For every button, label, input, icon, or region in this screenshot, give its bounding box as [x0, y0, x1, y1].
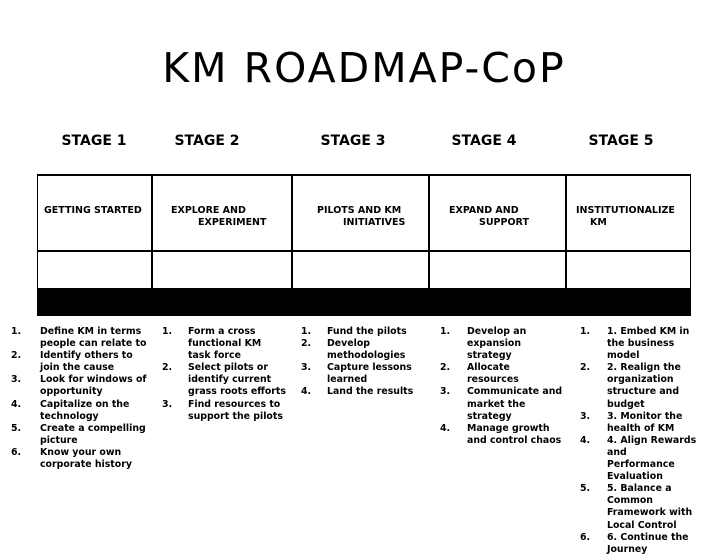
list-item: 3. Capture lessons learned — [301, 362, 412, 386]
list-item: 2. Develop methodologies — [301, 338, 406, 362]
black-band — [37, 288, 691, 316]
list-item: 2. Allocate resources — [440, 362, 519, 386]
stage-1-steps — [11, 326, 148, 471]
stage-2-header: STAGE 2 — [174, 133, 240, 149]
stage-5-phase — [576, 205, 675, 229]
table-mid-border — [37, 250, 691, 252]
stage-4-steps — [440, 326, 563, 447]
column-divider-1 — [151, 174, 153, 288]
list-item: 5. 5. Balance a Common Framework with Local Control — [580, 483, 693, 531]
column-divider-5 — [690, 174, 691, 288]
table-top-border — [37, 174, 691, 176]
stage-4-phase-line-1: EXPAND AND — [449, 205, 519, 216]
stage-5-phase-line-2: KM — [590, 217, 607, 228]
list-item: 1. Develop an expansion strategy — [440, 326, 527, 362]
stage-2-phase — [171, 205, 267, 229]
list-item: 4. Capitalize on the technology — [11, 398, 130, 422]
stage-1-phase-line-1: GETTING STARTED — [44, 205, 142, 216]
list-item: 4. Land the results — [301, 386, 414, 398]
stage-5-steps — [580, 326, 697, 556]
stage-2-phase-line-2: EXPERIMENT — [198, 217, 267, 228]
list-item: 2. 2. Realign the organization structure and budget — [580, 362, 681, 410]
stage-2-steps — [162, 326, 286, 423]
stage-1-phase — [44, 205, 142, 217]
list-item: 5. Create a compelling picture — [11, 422, 146, 446]
list-item: 4. Manage growth and control chaos — [440, 422, 562, 446]
list-item: 2. Select pilots or identify current grass roots efforts — [162, 362, 286, 398]
list-item: 1. Define KM in terms people can relate to — [11, 326, 147, 350]
stage-4-phase-line-2: SUPPORT — [479, 217, 529, 228]
list-item: 4. 4. Align Rewards and Performance Evaluation — [580, 434, 697, 483]
column-divider-0 — [37, 174, 38, 288]
list-item: 6. Know your own corporate history — [11, 446, 132, 471]
stage-5-phase-line-1: INSTITUTIONALIZE — [576, 205, 675, 216]
stage-3-steps — [301, 326, 423, 399]
column-divider-2 — [291, 174, 293, 288]
stage-3-header: STAGE 3 — [320, 133, 386, 149]
stage-4-phase — [449, 205, 529, 229]
stage-4-header: STAGE 4 — [451, 133, 517, 149]
list-item: 3. Find resources to support the pilots — [162, 398, 283, 422]
list-item: 6. 6. Continue the Journey — [580, 531, 689, 555]
list-item: 3. Communicate and market the strategy — [440, 386, 563, 422]
list-item: 1. Form a cross functional KM task force — [162, 326, 262, 362]
stage-3-phase-line-2: INITIATIVES — [343, 217, 406, 228]
stage-5-header: STAGE 5 — [588, 133, 654, 149]
page-title: KM ROADMAP-CoP — [162, 44, 566, 92]
stage-1-header: STAGE 1 — [61, 133, 127, 149]
list-item: 2. Identify others to join the cause — [11, 350, 133, 374]
stage-2-phase-line-1: EXPLORE AND — [171, 205, 246, 216]
column-divider-4 — [565, 174, 567, 288]
list-item: 3. 3. Monitor the health of KM — [580, 410, 683, 434]
stage-3-phase — [317, 205, 405, 229]
list-item: 1. 1. Embed KM in the business model — [580, 326, 690, 362]
list-item: 3. Look for windows of opportunity — [11, 374, 147, 398]
stage-3-phase-line-1: PILOTS AND KM — [317, 205, 402, 216]
list-item: 1. Fund the pilots — [301, 326, 407, 337]
column-divider-3 — [428, 174, 430, 288]
